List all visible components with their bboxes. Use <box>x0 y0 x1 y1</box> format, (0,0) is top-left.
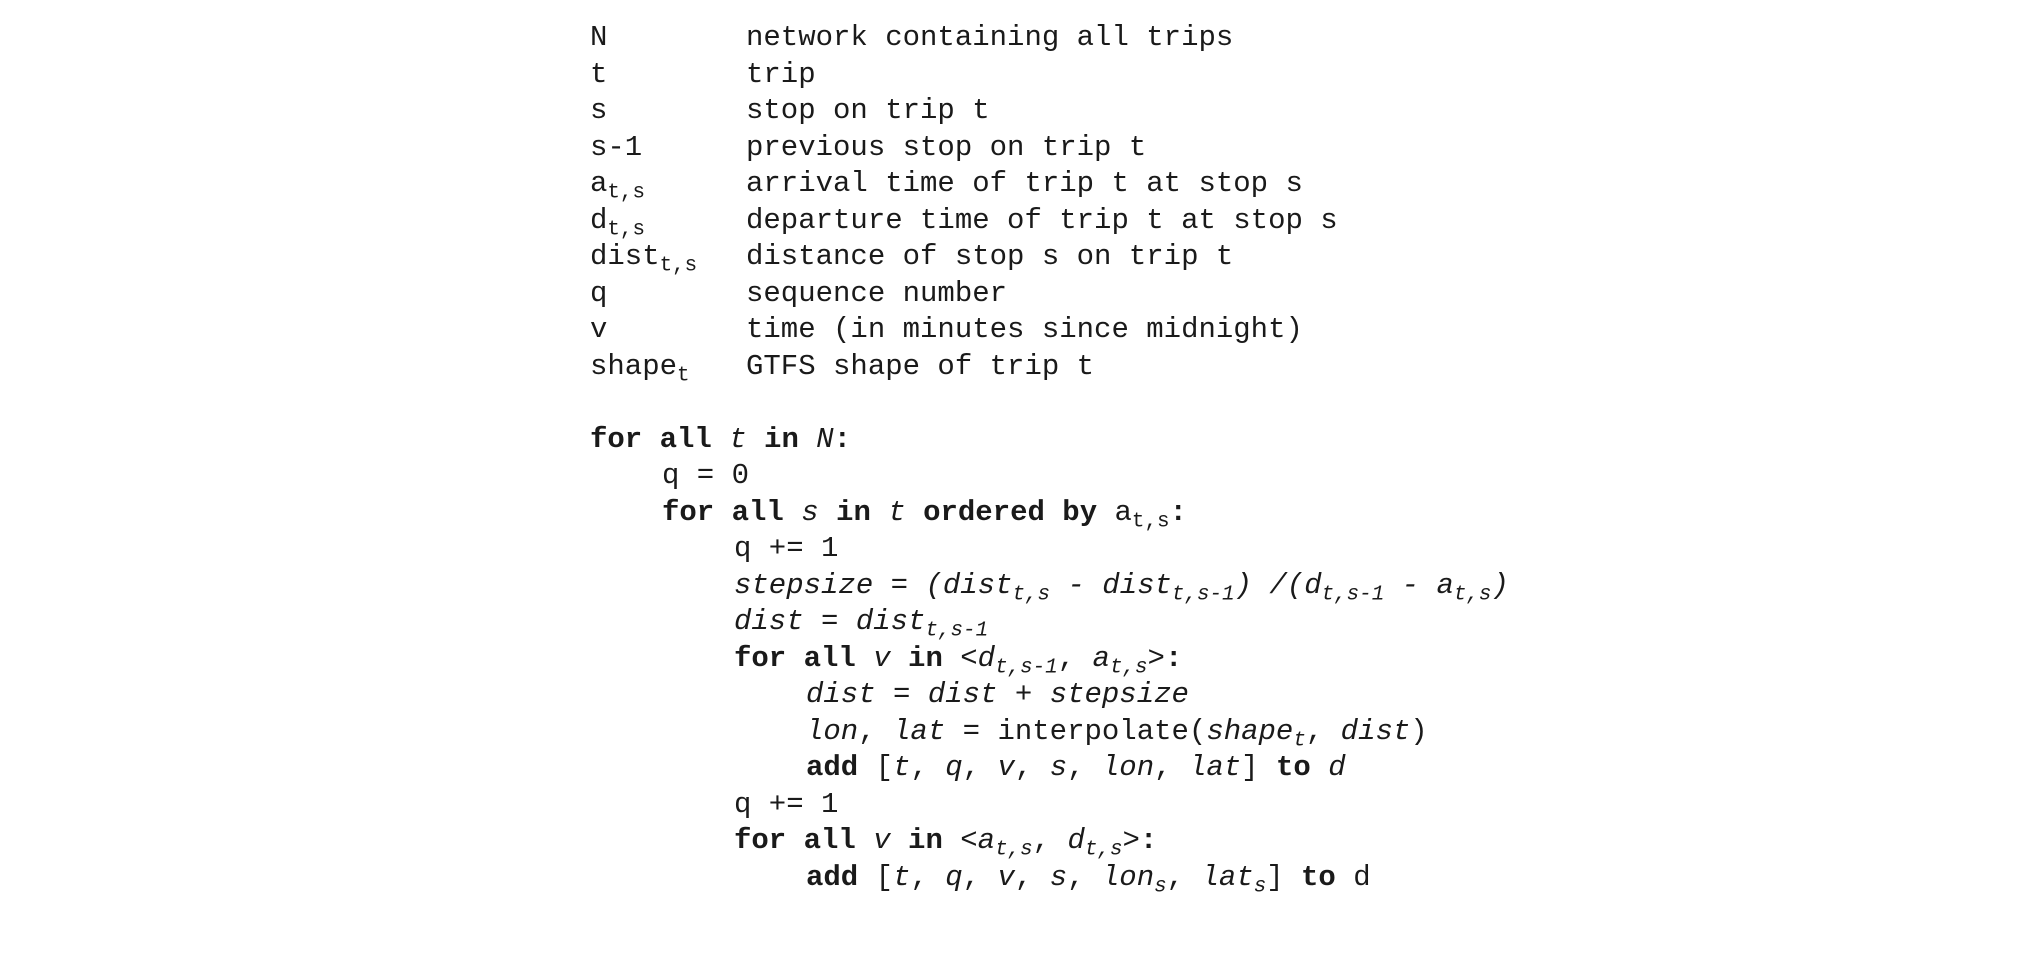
symbol-base: a <box>590 167 608 200</box>
legend-symbol <box>590 203 645 242</box>
legend-symbol: t <box>590 58 608 91</box>
legend-symbol: N <box>590 21 608 54</box>
legend-symbol <box>590 349 690 388</box>
legend-symbol: s <box>590 94 608 127</box>
code-text: stepsize = (dist$_{t,s}$ - dist$_{t,s-1}$) $/(d_{t,s-1} - a_{t,s})$ <box>734 569 1509 607</box>
legend-row <box>590 276 1008 312</box>
legend-symbol: q <box>590 277 608 310</box>
code-text: dist = dist + stepsize <box>806 678 1189 711</box>
legend-row <box>590 166 1303 205</box>
code-line <box>590 714 1428 753</box>
code-text: for all v in $<d_{t,s-1}$, $a_{t,s}>$: <box>734 642 1183 680</box>
legend-row <box>590 20 1234 56</box>
symbol-base: d <box>590 204 608 237</box>
legend-definition: sequence number <box>746 277 1008 310</box>
code-text: q += 1 <box>734 788 839 821</box>
code-text: add [t, q, v, s, lon$_s$, lat$_s$] to d <box>806 861 1371 899</box>
code-line <box>590 750 1346 786</box>
code-line <box>590 677 1189 713</box>
legend-definition: departure time of trip t at stop s <box>746 204 1338 237</box>
legend-row <box>590 93 990 129</box>
legend-row <box>590 203 1338 242</box>
code-text: add [t, q, v, s, lon, lat] to d <box>806 751 1346 784</box>
legend-row <box>590 349 1095 388</box>
legend-row <box>590 130 1147 166</box>
code-line <box>590 422 852 458</box>
legend-symbol: s-1 <box>590 131 643 164</box>
code-line <box>590 860 1371 899</box>
legend-row <box>590 312 1303 348</box>
symbol-subscript: t,s <box>607 218 645 242</box>
legend-definition: previous stop on trip t <box>746 131 1147 164</box>
symbol-subscript: t,s <box>659 254 698 278</box>
legend-definition: distance of stop s on trip t <box>746 240 1234 273</box>
code-line <box>590 604 989 643</box>
symbol-base: shape <box>590 350 678 383</box>
legend-definition: arrival time of trip t at stop s <box>746 167 1303 200</box>
code-text: q += 1 <box>734 532 839 565</box>
code-text: lon, lat = interpolate(shape$_t$, dist) <box>806 715 1428 753</box>
symbol-subscript: t,s <box>607 181 645 205</box>
legend-definition: stop on trip t <box>746 94 990 127</box>
symbol-subscript: t <box>677 364 690 388</box>
legend-symbol: v <box>590 313 608 346</box>
legend-symbol <box>590 239 698 278</box>
legend-definition: GTFS shape of trip t <box>746 350 1095 383</box>
code-line <box>590 823 1158 862</box>
code-text: dist = dist$_{t,s-1}$ <box>734 605 989 643</box>
code-text: q = 0 <box>662 459 750 492</box>
code-text: for all t in N: <box>590 423 852 456</box>
code-line <box>590 787 839 823</box>
code-line <box>590 531 839 567</box>
code-line <box>590 568 1509 607</box>
code-line <box>590 495 1187 534</box>
legend-row <box>590 57 816 93</box>
legend-definition: trip <box>746 58 816 91</box>
code-text: for all s in t ordered by $a_{t,s}$: <box>662 496 1187 534</box>
legend-row <box>590 239 1234 278</box>
code-line <box>590 641 1183 680</box>
code-text: for all v in $<a_{t,s}$, $d_{t,s}>$: <box>734 824 1158 862</box>
legend-symbol <box>590 166 645 205</box>
legend-definition: network containing all trips <box>746 21 1234 54</box>
code-line <box>590 458 750 494</box>
legend-definition: time (in minutes since midnight) <box>746 313 1303 346</box>
symbol-base: dist <box>590 240 660 273</box>
